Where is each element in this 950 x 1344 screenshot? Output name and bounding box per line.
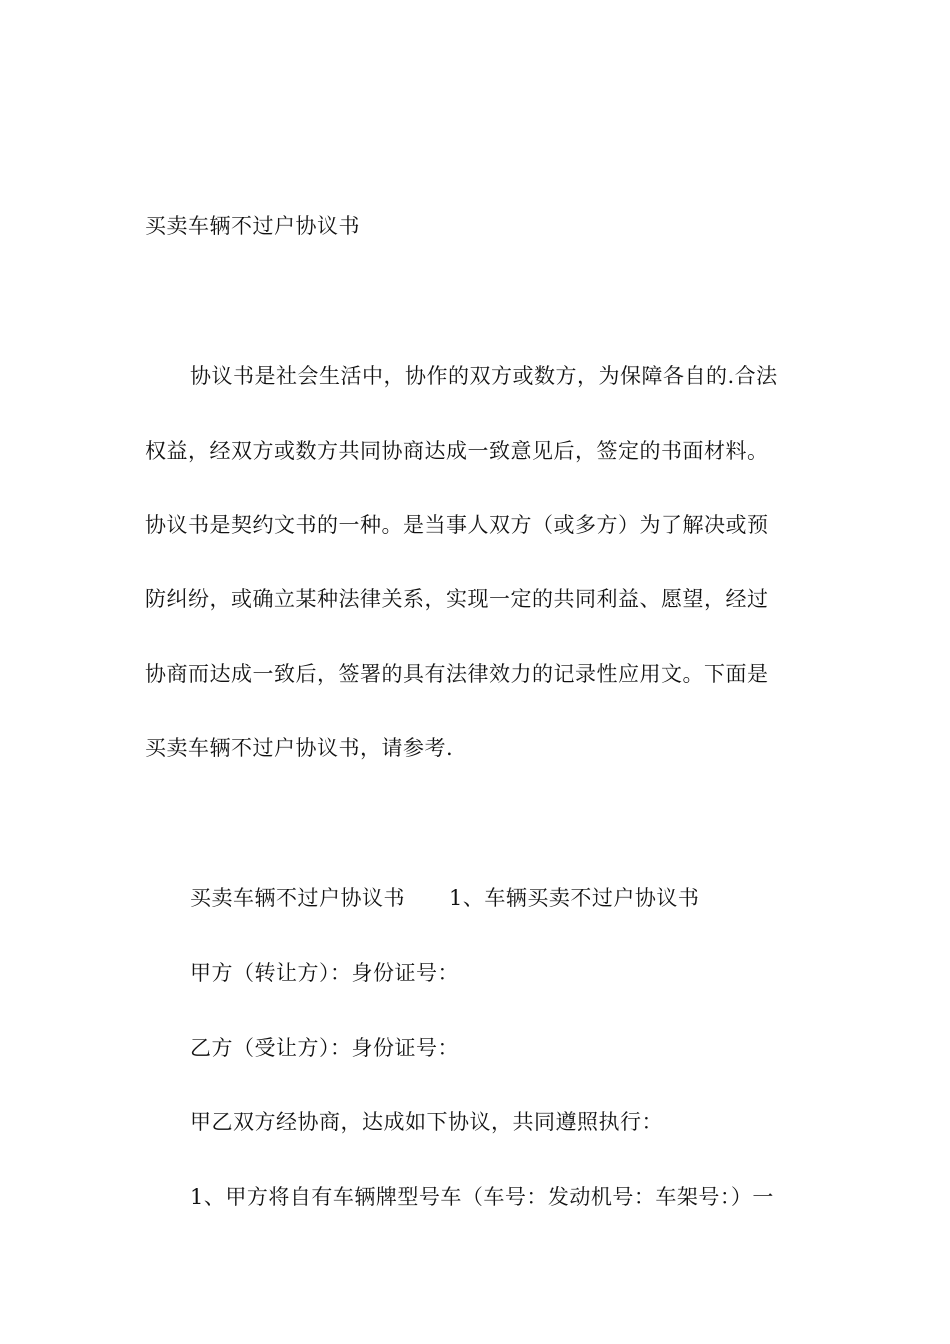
intro-line-1: 协议书是社会生活中，协作的双方或数方，为保障各自的.合法 <box>190 364 778 388</box>
section-heading-right: 1、车辆买卖不过户协议书 <box>449 886 700 910</box>
section-heading <box>190 883 699 913</box>
party-b-line: 乙方（受让方）：身份证号： <box>190 1036 459 1060</box>
intro-line-5: 协商而达成一致后，签署的具有法律效力的记录性应用文。下面是 <box>145 662 769 686</box>
clause-1-line: 1、甲方将自有车辆牌型号车（车号：发动机号：车架号：）一 <box>190 1185 774 1209</box>
section-heading-left: 买卖车辆不过户协议书 <box>190 886 405 910</box>
intro-line-3: 协议书是契约文书的一种。是当事人双方（或多方）为了解决或预 <box>145 513 769 537</box>
intro-line-2: 权益，经双方或数方共同协商达成一致意见后，签定的书面材料。 <box>145 439 769 463</box>
agreement-intro-line: 甲乙双方经协商，达成如下协议，共同遵照执行： <box>190 1110 663 1134</box>
intro-line-6: 买卖车辆不过户协议书，请参考. <box>145 736 454 760</box>
intro-line-4: 防纠纷，或确立某种法律关系，实现一定的共同利益、愿望，经过 <box>145 587 769 611</box>
document-title: 买卖车辆不过户协议书 <box>145 214 360 238</box>
party-a-line: 甲方（转让方）：身份证号： <box>190 961 459 985</box>
